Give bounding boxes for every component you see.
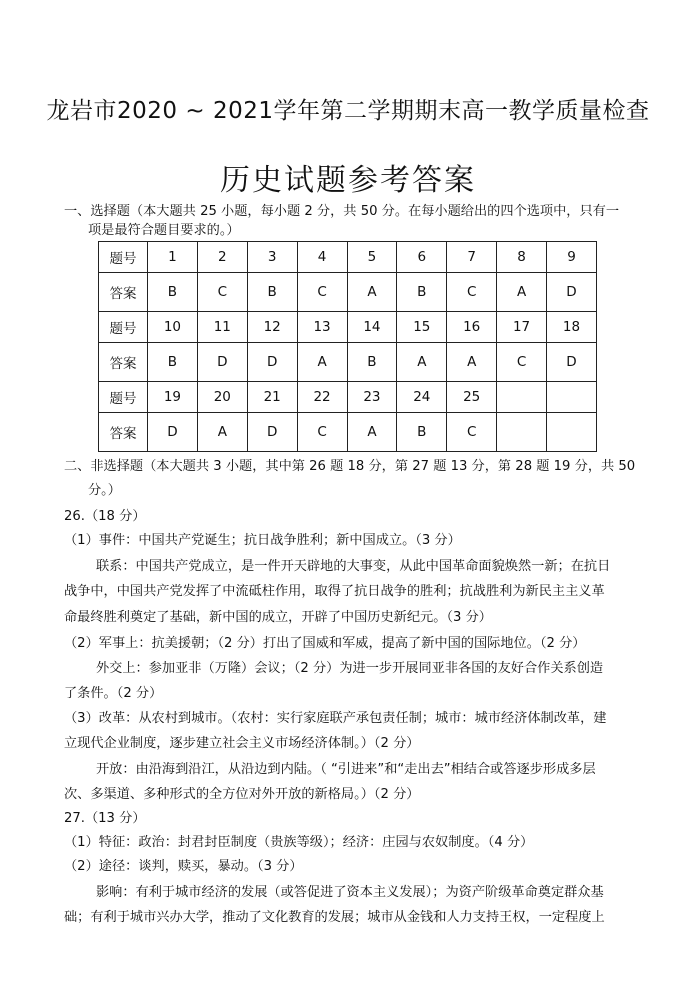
section2-heading: 二、非选择题（本大题共 3 小题，其中第 26 题 18 分，第 27 题 13 分，第 28 题 19 分，共 50 [64, 459, 636, 474]
question-number-cell: 21 [247, 382, 297, 413]
q26-line: 次、多渠道、多种形式的全方位对外开放的新格局。）（2 分） [64, 787, 420, 802]
answer-cell: D [247, 413, 297, 452]
answer-cell: D [197, 343, 247, 382]
answer-cell: C [297, 413, 347, 452]
answer-cell: B [347, 343, 397, 382]
document-subtitle: 历史试题参考答案 [220, 163, 476, 198]
answer-cell: C [497, 343, 547, 382]
question-number-cell: 14 [347, 312, 397, 343]
answer-cell: B [397, 413, 447, 452]
answer-cell: D [148, 413, 198, 452]
section1-heading: 一、选择题（本大题共 25 小题，每小题 2 分，共 50 分。在每小题给出的四个选项中，只有一 [64, 204, 620, 219]
answer-cell: C [447, 273, 497, 312]
question-number-cell: 13 [297, 312, 347, 343]
answer-label-cell: 答案 [99, 343, 148, 382]
answer-cell: B [148, 273, 198, 312]
answer-row [99, 413, 597, 452]
section2-heading-cont: 分。） [88, 483, 121, 498]
question-number-cell: 5 [347, 242, 397, 273]
question-label-cell: 题号 [99, 382, 148, 413]
question-label-cell: 题号 [99, 242, 148, 273]
answer-cell: B [397, 273, 447, 312]
question-number-row [99, 242, 597, 273]
q26-line: 外交上：参加亚非（万隆）会议；（2 分）为进一步开展同亚非各国的友好合作关系创造 [96, 661, 604, 676]
answer-row [99, 343, 597, 382]
question-number-cell: 1 [148, 242, 198, 273]
answer-cell: A [497, 273, 547, 312]
answer-label-cell: 答案 [99, 273, 148, 312]
answer-cell: A [347, 273, 397, 312]
question-number-cell: 17 [497, 312, 547, 343]
question-number-cell: 25 [447, 382, 497, 413]
answer-row [99, 273, 597, 312]
answer-cell [497, 413, 547, 452]
question-number-cell: 22 [297, 382, 347, 413]
q26-heading: 26.（18 分） [64, 509, 146, 524]
question-number-cell: 7 [447, 242, 497, 273]
q26-line: （2）军事上：抗美援朝；（2 分）打出了国威和军威，提高了新中国的国际地位。（2 分） [64, 636, 586, 651]
answer-cell: B [247, 273, 297, 312]
question-number-cell: 11 [197, 312, 247, 343]
answer-cell: A [347, 413, 397, 452]
question-number-cell: 12 [247, 312, 297, 343]
answer-label-cell: 答案 [99, 413, 148, 452]
question-number-cell: 6 [397, 242, 447, 273]
q27-heading: 27.（13 分） [64, 811, 146, 826]
question-number-cell: 16 [447, 312, 497, 343]
question-number-cell: 10 [148, 312, 198, 343]
question-number-cell: 20 [197, 382, 247, 413]
question-number-cell: 15 [397, 312, 447, 343]
question-number-cell [497, 382, 547, 413]
question-number-row [99, 382, 597, 413]
answer-cell: D [547, 273, 597, 312]
answer-table [98, 241, 597, 452]
answer-cell: A [197, 413, 247, 452]
q26-line: 了条件。（2 分） [64, 686, 163, 701]
answer-cell [547, 413, 597, 452]
q26-line: 开放：由沿海到沿江，从沿边到内陆。（ “引进来”和“走出去”相结合或答逐步形成多层 [96, 762, 596, 777]
q26-line: 命最终胜利奠定了基础，新中国的成立，开辟了中国历史新纪元。（3 分） [64, 610, 492, 625]
q27-line: 影响：有利于城市经济的发展（或答促进了资本主义发展）；为资产阶级革命奠定群众基 [96, 885, 604, 900]
document-title: 龙岩市2020 ~ 2021学年第二学期期末高一教学质量检查 [46, 98, 650, 124]
answer-cell: B [148, 343, 198, 382]
q26-line: （1）事件：中国共产党诞生；抗日战争胜利；新中国成立。（3 分） [64, 533, 461, 548]
question-number-cell: 2 [197, 242, 247, 273]
question-number-cell: 18 [547, 312, 597, 343]
question-number-cell [547, 382, 597, 413]
q26-line: 立现代企业制度，逐步建立社会主义市场经济体制。）（2 分） [64, 736, 420, 751]
answer-cell: C [197, 273, 247, 312]
question-number-cell: 23 [347, 382, 397, 413]
q26-line: 联系：中国共产党成立，是一件开天辟地的大事变，从此中国革命面貌焕然一新；在抗日 [96, 559, 611, 574]
question-label-cell: 题号 [99, 312, 148, 343]
answer-cell: C [297, 273, 347, 312]
section1-heading-cont: 项是最符合题目要求的。） [88, 223, 240, 238]
answer-cell: A [447, 343, 497, 382]
answer-cell: D [247, 343, 297, 382]
answer-cell: C [447, 413, 497, 452]
question-number-cell: 19 [148, 382, 198, 413]
q26-line: 战争中，中国共产党发挥了中流砥柱作用，取得了抗日战争的胜利；抗战胜利为新民主主义革 [64, 584, 605, 599]
question-number-row [99, 312, 597, 343]
question-number-cell: 3 [247, 242, 297, 273]
question-number-cell: 9 [547, 242, 597, 273]
question-number-cell: 24 [397, 382, 447, 413]
answer-cell: A [397, 343, 447, 382]
answer-cell: D [547, 343, 597, 382]
question-number-cell: 8 [497, 242, 547, 273]
q27-line: 础；有利于城市兴办大学，推动了文化教育的发展；城市从金钱和人力支持王权，一定程度上 [64, 910, 605, 925]
question-number-cell: 4 [297, 242, 347, 273]
answer-cell: A [297, 343, 347, 382]
q27-line: （2）途径：谈判，赎买，暴动。（3 分） [64, 859, 303, 874]
q27-line: （1）特征：政治：封君封臣制度（贵族等级）；经济：庄园与农奴制度。（4 分） [64, 835, 534, 850]
q26-line: （3）改革：从农村到城市。（农村：实行家庭联产承包责任制；城市：城市经济体制改革，建 [64, 711, 607, 726]
